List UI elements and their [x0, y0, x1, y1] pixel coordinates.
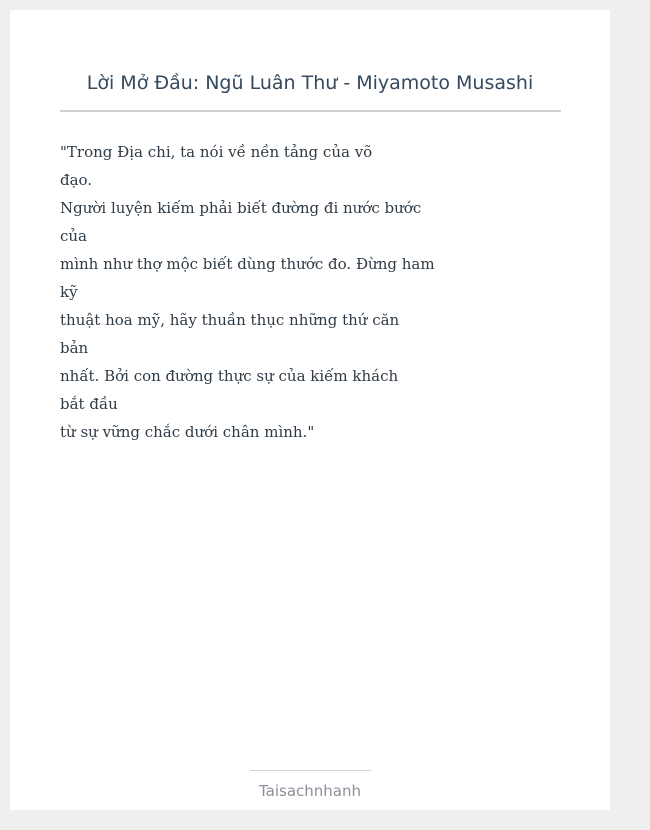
quote-line: từ sự vững chắc dưới chân mình.": [60, 423, 315, 441]
page-title: Lời Mở Đầu: Ngũ Luân Thư - Miyamoto Musashi: [86, 72, 534, 94]
title-divider: [60, 110, 561, 112]
quote-line: đạo.: [60, 171, 93, 189]
document-page: [10, 10, 610, 810]
quote-line: bản: [60, 339, 89, 357]
quote-body: [60, 138, 560, 446]
footer-brand: Taisachnhanh: [258, 782, 362, 800]
quote-line: kỹ: [60, 283, 78, 301]
footer-divider: [250, 770, 371, 771]
quote-line: của: [60, 227, 88, 245]
quote-line: mình như thợ mộc biết dùng thước đo. Đừng ham: [60, 255, 435, 273]
quote-line: nhất. Bởi con đường thực sự của kiếm khách: [60, 367, 399, 385]
quote-line: bắt đầu: [60, 395, 118, 413]
quote-line: "Trong Địa chi, ta nói về nền tảng của võ: [60, 143, 373, 161]
quote-line: Người luyện kiếm phải biết đường đi nước bước: [60, 199, 422, 217]
quote-line: thuật hoa mỹ, hãy thuần thục những thứ căn: [60, 311, 400, 329]
